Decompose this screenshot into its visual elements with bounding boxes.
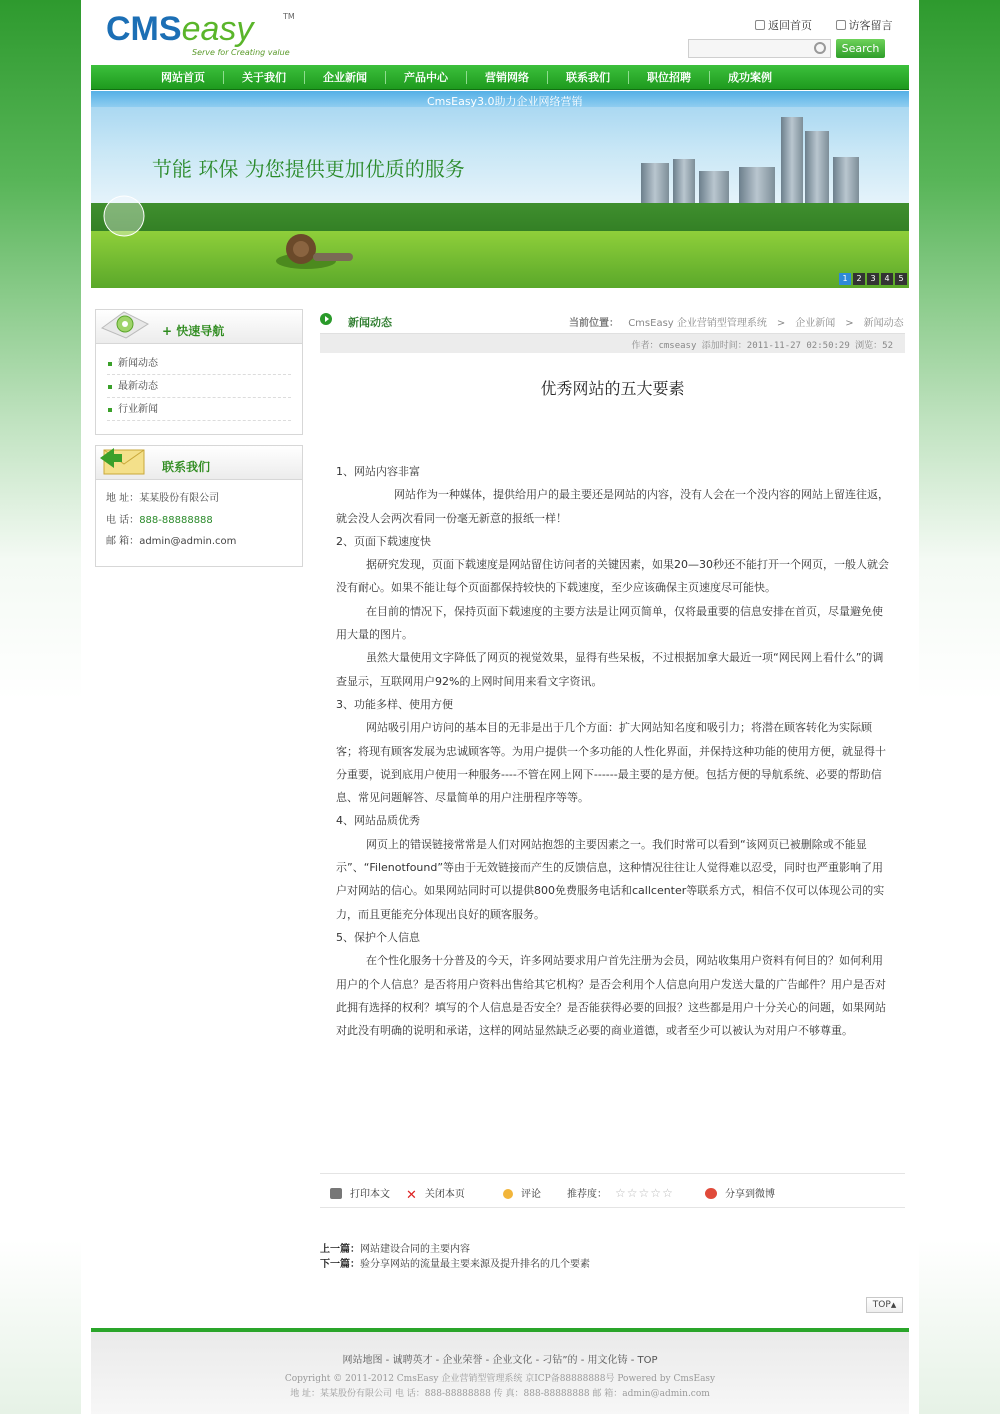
home-link[interactable]: 返回首页 — [755, 19, 812, 32]
article-paragraph: 网页上的错误链接常常是人们对网站抱怨的主要因素之一。我们时常可以看到“该网页已被删除或不能显示”、“Filenotfound”等由于无效链接而产生的反馈信息，这种情况往往让人觉得难以忍受，同时也严重影响了用户对网站的信心。如果网站同时可以提供800免费服务电话和callcenter等联系方式，相信不仅可以体现公司的实力，而且更能充分体现出良好的顾客服务。 — [336, 837, 885, 921]
prev-next-links — [320, 1242, 590, 1272]
logo-main-text: CMS — [106, 10, 182, 48]
footer-contact: 地 址：某某股份有限公司 电 话：888-88888888 传 真：888-88888888 邮 箱：admin@admin.com — [290, 1389, 710, 1399]
star-rating[interactable] — [615, 1186, 674, 1200]
breadcrumb-item[interactable]: CmsEasy 企业营销型管理系统 — [628, 318, 767, 329]
nav-item-jobs[interactable]: 职位招聘 — [647, 71, 691, 84]
slide-dot[interactable]: 5 — [895, 273, 907, 285]
comment-button[interactable]: 评论 — [503, 1185, 541, 1200]
search-button[interactable]: Search — [836, 39, 885, 58]
printer-icon — [330, 1188, 342, 1199]
article-heading: 1、网站内容非富 — [336, 465, 420, 478]
sidebar-item-news[interactable]: 新闻动态 — [107, 352, 291, 375]
slide-dot[interactable]: 3 — [867, 273, 879, 285]
nav-item-about[interactable]: 关于我们 — [242, 71, 286, 84]
top-links — [755, 17, 893, 33]
next-article-link[interactable]: 下一篇：验分享网站的流量最主要来源及提升排名的几个要素 — [320, 1259, 590, 1270]
footer-copyright: Copyright © 2011-2012 CmsEasy 企业营销型管理系统 京ICP备88888888号 Powered by CmsEasy — [284, 1374, 716, 1384]
nav-item-marketing[interactable]: 营销网络 — [485, 71, 529, 84]
breadcrumb-separator: > — [776, 318, 786, 329]
article-title: 优秀网站的五大要素 — [540, 379, 685, 398]
article-heading: 4、网站品质优秀 — [336, 814, 420, 828]
article-paragraph: 据研究发现，页面下载速度是网站留住访问者的关键因素，如果20—30秒还不能打开一个网页，一般人就会没有耐心。如果不能让每个页面都保持较快的下载速度，至少应该确保主页速度尽可能快。 — [336, 558, 889, 595]
bubble-image — [99, 191, 149, 241]
nav-item-contact[interactable]: 联系我们 — [566, 71, 610, 84]
article-body — [336, 460, 892, 1042]
envelope-icon — [98, 440, 152, 476]
search-input[interactable] — [688, 39, 831, 58]
article-heading: 2、页面下载速度快 — [336, 534, 431, 548]
sidebar-item-industry[interactable]: 行业新闻 — [107, 398, 291, 421]
hero-banner[interactable] — [91, 91, 909, 288]
star-icon[interactable]: ☆ — [626, 1186, 639, 1200]
disc-icon — [98, 304, 152, 340]
logo-trademark: TM — [283, 12, 295, 21]
back-to-top-button[interactable]: TOP▲ — [866, 1297, 903, 1313]
star-icon[interactable]: ☆ — [615, 1186, 627, 1200]
quick-nav-title: + 快速导航 — [162, 324, 225, 338]
article-meta: 作者：cmseasy 添加时间：2011-11-27 02:50:29 浏览：52 — [631, 341, 893, 351]
guestbook-link[interactable]: 访客留言 — [836, 19, 893, 32]
slide-dot[interactable]: 2 — [853, 273, 865, 285]
article-paragraph: 在个性化服务十分普及的今天，许多网站要求用户首先注册为会员，网站收集用户资料有何目的？如何利用用户的个人信息？是否将用户资料出售给其它机构？是否会利用个人信息向用户发送大量的广告邮件？用户是否对此拥有选择的权利？填写的个人信息是否安全？是否能获得必要的回报？这些都是用户十分关心的问题，如果网站对此没有明确的说明和承诺，这样的网站显然缺乏必要的商业道德，或者至少可以被认为对用户不够尊重。 — [336, 954, 886, 1038]
building-image — [805, 131, 829, 213]
quick-nav-list — [96, 344, 302, 421]
quick-nav-header — [96, 310, 302, 344]
article-paragraph: 在目前的情况下，保持页面下载速度的主要方法是让网页简单，仅将最重要的信息安排在首页，尽量避免使用大量的图片。 — [336, 604, 883, 642]
contact-address: 地 址：某某股份有限公司 — [106, 493, 220, 504]
arrow-right-icon — [320, 313, 332, 325]
slide-dot[interactable]: 4 — [881, 273, 893, 285]
comment-icon — [503, 1189, 513, 1199]
home-icon — [755, 20, 765, 30]
nav-item-home[interactable]: 网站首页 — [161, 71, 205, 84]
sidebar-item-latest[interactable]: 最新动态 — [107, 375, 291, 398]
close-icon: ✕ — [406, 1188, 417, 1203]
caret-up-icon: ▲ — [890, 1301, 897, 1309]
bullet-icon — [108, 362, 112, 366]
weibo-icon — [705, 1188, 717, 1199]
slide-dot[interactable]: 1 — [839, 273, 851, 285]
quick-nav-box — [95, 309, 303, 435]
page-container — [81, 0, 919, 1414]
contact-title: 联系我们 — [162, 460, 211, 474]
logo-accent-text: easy — [181, 10, 254, 48]
breadcrumb-separator: > — [845, 318, 854, 329]
nav-item-products[interactable]: 产品中心 — [404, 71, 448, 84]
contact-email: 邮 箱：admin@admin.com — [106, 536, 237, 547]
content-header — [320, 307, 905, 335]
site-logo[interactable] — [106, 10, 295, 57]
snail-image — [271, 219, 381, 279]
star-icon[interactable]: ☆ — [662, 1186, 674, 1200]
nav-item-news[interactable]: 企业新闻 — [323, 71, 367, 84]
prev-article-link[interactable]: 上一篇：网站建设合同的主要内容 — [320, 1244, 470, 1255]
bullet-icon — [108, 385, 112, 389]
contact-box — [95, 445, 303, 567]
banner-caption: CmsEasy3.0助力企业网络营销 — [427, 95, 583, 108]
breadcrumb-item[interactable]: 企业新闻 — [795, 318, 836, 329]
banner-slogan: 节能 环保 为您提供更加优质的服务 — [152, 157, 465, 181]
star-icon[interactable]: ☆ — [650, 1186, 663, 1200]
footer-links[interactable]: 网站地图 - 诚聘英才 - 企业荣誉 - 企业文化 - 刁钻”的 - 用文化铸 - TOP — [342, 1355, 658, 1366]
bullet-icon — [108, 408, 112, 412]
main-nav — [91, 65, 909, 90]
share-weibo-button[interactable]: 分享到微博 — [705, 1185, 775, 1200]
section-title: 新闻动态 — [348, 316, 392, 329]
article-tools — [320, 1173, 905, 1208]
print-button[interactable]: 打印本文 — [330, 1185, 390, 1200]
breadcrumb: 当前位置： CmsEasy 企业营销型管理系统 > 企业新闻 > 新闻动态 — [569, 318, 904, 329]
article-heading: 5、保护个人信息 — [336, 930, 420, 944]
nav-item-cases[interactable]: 成功案例 — [728, 71, 772, 84]
grass-field-image — [91, 231, 909, 288]
rating: 推荐度： ☆☆☆☆☆ — [567, 1186, 674, 1200]
star-icon[interactable]: ☆ — [638, 1186, 651, 1200]
guestbook-icon — [836, 20, 846, 30]
article-paragraph: 网站作为一种媒体，提供给用户的最主要还是网站的内容，没有人会在一个没内容的网站上留连往返，就会没人会两次看同一份毫无新意的报纸一样！ — [336, 488, 889, 525]
breadcrumb-item[interactable]: 新闻动态 — [863, 318, 904, 329]
article-heading: 3、功能多样、使用方便 — [336, 697, 453, 711]
building-image — [781, 117, 803, 213]
logo-tagline: Serve for Creating value — [192, 48, 290, 57]
close-page-button[interactable]: ✕ 关闭本页 — [406, 1188, 465, 1203]
article-paragraph: 网站吸引用户访问的基本目的无非是出于几个方面：扩大网站知名度和吸引力；将潜在顾客转化为实际顾客；将现有顾客发展为忠诚顾客等。为用户提供一个多功能的人性化界面，并保持这种功能的使用方便，就显得十分重要，说到底用户使用一种服务----不管在网上网下------最主要的是方便。包括方便的导航系统、必要的帮助信息、常见问题解答、尽量简单的用户注册程序等等。 — [336, 721, 886, 805]
contact-phone: 电 话：888-88888888 — [106, 514, 213, 526]
search-icon — [814, 42, 826, 54]
article-meta-bar — [320, 333, 905, 353]
slide-pager — [837, 270, 907, 285]
contact-info — [96, 480, 302, 553]
article-paragraph: 虽然大量使用文字降低了网页的视觉效果，显得有些呆板，不过根据加拿大最近一项“网民网上看什么”的调查显示，互联网用户92%的上网时间用来看文字资讯。 — [336, 651, 884, 688]
footer — [91, 1328, 909, 1414]
contact-header — [96, 446, 302, 480]
